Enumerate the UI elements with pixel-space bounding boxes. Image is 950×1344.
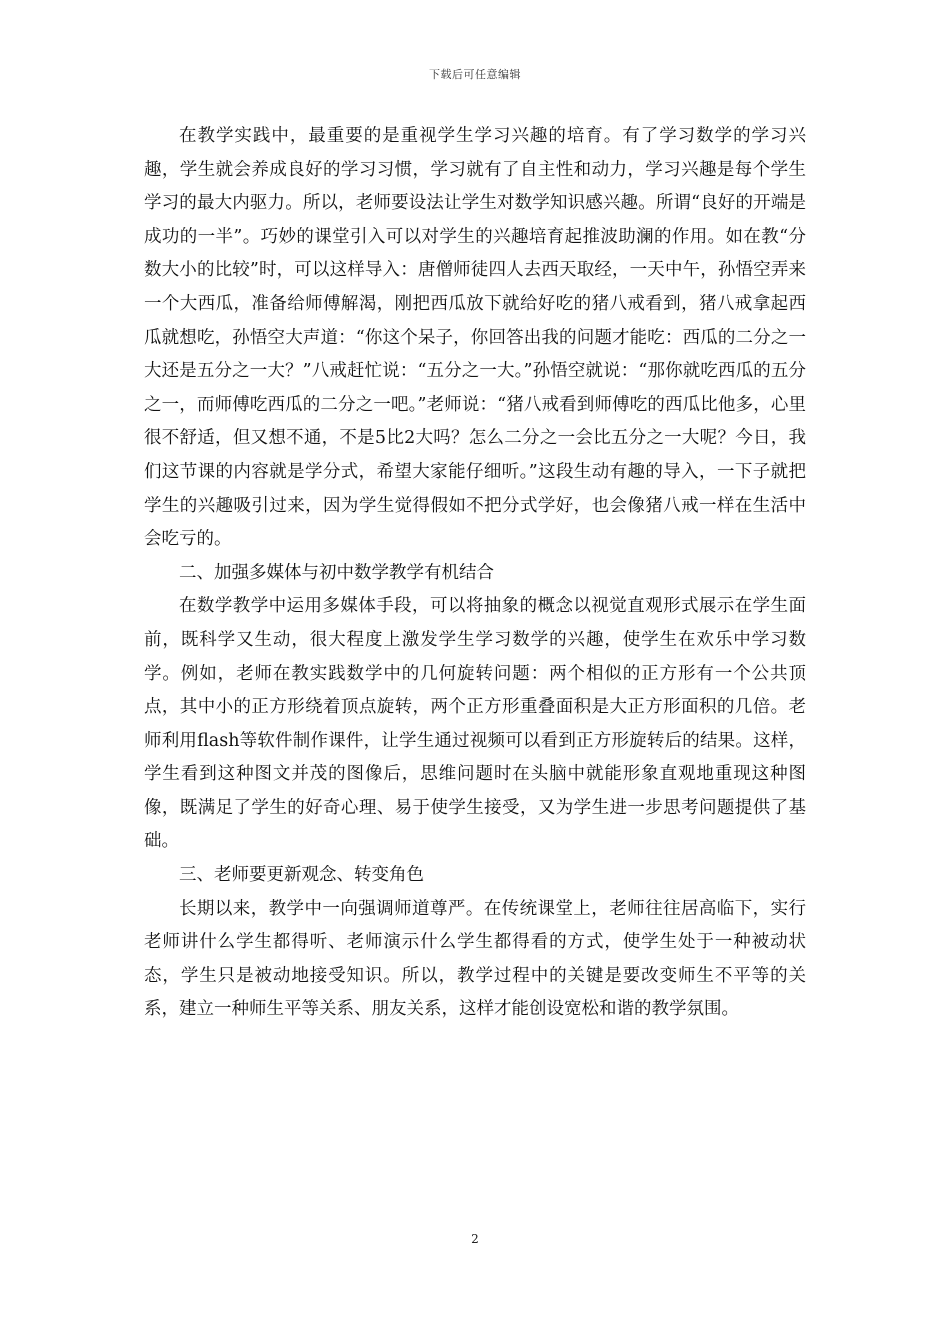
document-body [144,120,806,1027]
section-heading-multimedia: 二、加强多媒体与初中数学教学有机结合 [179,562,494,583]
paragraph-interest-cultivation: 在教学实践中，最重要的是重视学生学习兴趣的培育。有了学习数学的学习兴趣，学生就会养成良好的学习习惯，学习就有了自主性和动力，学习兴趣是每个学生学习的最大内驱力。所以，老师要设法让学生对数学知识感兴趣。所谓“良好的开端是成功的一半”。巧妙的课堂引入可以对学生的兴趣培育起推波助澜的作用。如在教“分数大小的比较”时，可以这样导入：唐僧师徒四人去西天取经，一天中午，孙悟空弄来一个大西瓜，准备给师傅解渴，刚把西瓜放下就给好吃的猪八戒看到，猪八戒拿起西瓜就想吃，孙悟空大声道：“你这个呆子，你回答出我的问题才能吃：西瓜的二分之一大还是五分之一大？”八戒赶忙说：“五分之一大。”孙悟空就说：“那你就吃西瓜的五分之一，而师傅吃西瓜的二分之一吧。”老师说：“猪八戒看到师傅吃的西瓜比他多，心里很不舒适，但又想不通，不是5比2大吗？怎么二分之一会比五分之一大呢？今日，我们这节课的内容就是学分式，希望大家能仔细听。”这段生动有趣的导入，一下子就把学生的兴趣吸引过来，因为学生觉得假如不把分式学好，也会像猪八戒一样在生活中会吃亏的。 [144,126,806,550]
section-heading-teacher-role: 三、老师要更新观念、转变角色 [179,865,424,886]
paragraph-multimedia: 在数学教学中运用多媒体手段，可以将抽象的概念以视觉直观形式展示在学生面前，既科学又生动，很大程度上激发学生学习数学的兴趣，使学生在欢乐中学习数学。例如，老师在教实践数学中的几何旋转问题：两个相似的正方形有一个公共顶点，其中小的正方形绕着顶点旋转，两个正方形重叠面积是大正方形面积的几倍。老师利用flash等软件制作课件，让学生通过视频可以看到正方形旋转后的结果。这样，学生看到这种图文并茂的图像后，思维问题时在头脑中就能形象直观地重现这种图像，既满足了学生的好奇心理、易于使学生接受，又为学生进一步思考问题提供了基础。 [144,596,806,852]
paragraph-teacher-role: 长期以来，教学中一向强调师道尊严。在传统课堂上，老师往往居高临下，实行老师讲什么学生都得听、老师演示什么学生都得看的方式，使学生处于一种被动状态，学生只是被动地接受知识。所以，教学过程中的关键是要改变师生不平等的关系，建立一种师生平等关系、朋友关系，这样才能创设宽松和谐的教学氛围。 [144,898,806,1020]
page-number: 2 [471,1232,479,1246]
page-header-note: 下载后可任意编辑 [429,68,521,81]
